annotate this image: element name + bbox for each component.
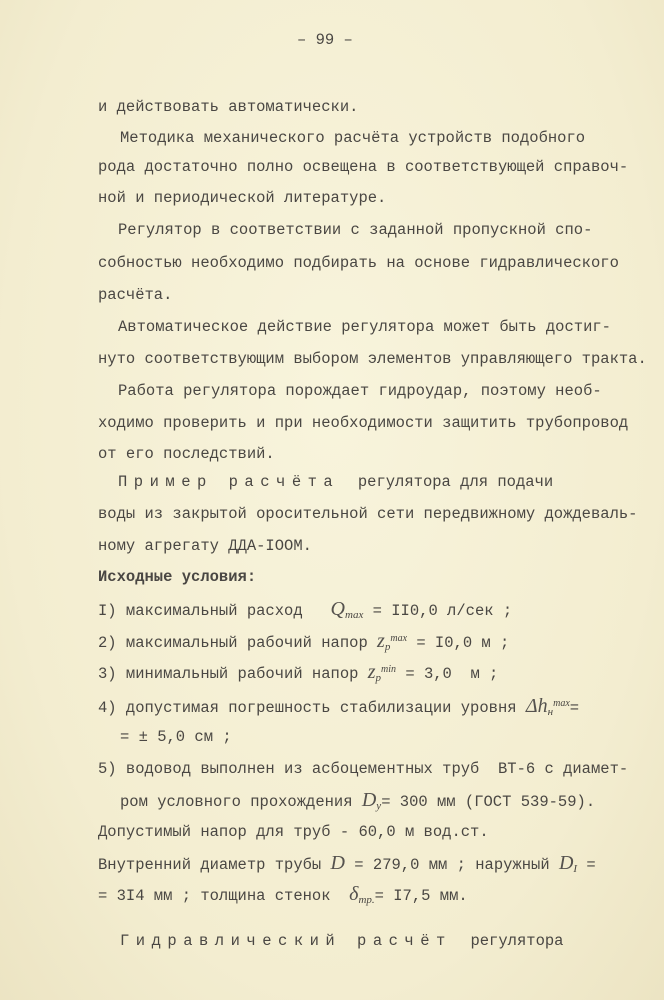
condition-label: 4) допустимая погрешность стабилизации уровня — [98, 699, 526, 717]
condition-label: I) максимальный расход — [98, 602, 331, 620]
formula-subscript: max — [345, 609, 364, 621]
condition-2 — [98, 631, 509, 651]
formula-subscript: I — [573, 863, 578, 875]
condition-value: = II0,0 л/сек ; — [363, 602, 513, 620]
condition-5: 5) водовод выполнен из асбоцементных труб ВТ-6 с диамет- — [98, 760, 629, 778]
condition-1 — [98, 599, 512, 619]
paragraph-line: расчёта. — [98, 286, 173, 304]
thickness-label: = 3I4 мм ; толщина стенок — [98, 887, 350, 905]
outer-value: = — [577, 856, 596, 874]
condition-value: = 300 мм (ГОСТ 539-59). — [381, 793, 596, 811]
formula-superscript: min — [381, 664, 397, 675]
condition-4 — [98, 696, 579, 716]
condition-label: 2) максимальный рабочий напор — [98, 634, 378, 652]
formula-symbol: z — [377, 630, 385, 652]
condition-4-continuation: = ± 5,0 см ; — [120, 728, 232, 746]
section-heading — [120, 931, 563, 951]
paragraph-line: рода достаточно полно освещена в соответствующей справоч- — [98, 158, 629, 176]
formula-symbol: δ — [349, 883, 359, 905]
paragraph-line: Автоматическое действие регулятора может быть достиг- — [118, 318, 611, 336]
formula-symbol: D — [361, 789, 377, 811]
paragraph-line: от его последствий. — [98, 445, 275, 463]
example-title-rest: регулятора для подачи — [357, 473, 554, 491]
paragraph-line: собностью необходимо подбирать на основе гидравлического — [98, 254, 619, 272]
formula-subscript: р — [375, 672, 382, 684]
thickness-line — [98, 884, 468, 904]
example-spaced-title: Пример расчёта — [118, 473, 340, 491]
paragraph-line: нуто соответствующим выбором элементов управляющего тракта. — [98, 350, 647, 368]
formula-subscript: н — [547, 706, 554, 718]
section-heading-spaced: Гидравлический расчёт — [120, 932, 452, 950]
allowed-head-line: Допустимый напор для труб - 60,0 м вод.ст. — [98, 823, 489, 841]
paragraph-line: воды из закрытой оросительной сети передвижному дождеваль- — [98, 505, 638, 523]
condition-value: = I0,0 м ; — [407, 634, 510, 652]
paragraph-line: Методика механического расчёта устройств подобного — [120, 129, 586, 147]
paragraph-line: и действовать автоматически. — [98, 98, 359, 116]
conditions-title: Исходные условия: — [98, 568, 257, 586]
formula-symbol: Δh — [525, 695, 548, 717]
paragraph-line: ному агрегату ДДА-IOOM. — [98, 537, 312, 555]
formula-subscript: р — [384, 641, 391, 653]
condition-value: = — [569, 699, 580, 717]
page-number: – 99 – — [297, 31, 353, 49]
inner-diameter-line — [98, 853, 596, 873]
example-heading-line — [118, 472, 553, 492]
inner-label: Внутренний диаметр трубы — [98, 856, 331, 874]
condition-value: = 3,0 м ; — [396, 665, 499, 683]
formula-subscript: у — [376, 800, 382, 812]
section-heading-rest: регулятора — [470, 932, 564, 950]
formula-symbol: D — [330, 852, 345, 874]
condition-label: ром условного прохождения — [120, 793, 362, 811]
paragraph-line: Работа регулятора порождает гидроудар, поэтому необ- — [118, 382, 602, 400]
formula-symbol: D — [558, 852, 574, 874]
paragraph-line: ной и периодической литературе. — [98, 189, 387, 207]
inner-value: = 279,0 мм ; наружный — [345, 856, 559, 874]
formula-subscript: тр. — [358, 894, 375, 906]
formula-symbol: z — [367, 661, 376, 683]
formula-superscript: max — [390, 633, 408, 644]
condition-3 — [98, 662, 498, 682]
formula-superscript: max — [553, 698, 570, 709]
thickness-value: = I7,5 мм. — [374, 887, 468, 905]
paragraph-line: ходимо проверить и при необходимости защитить трубопровод — [98, 414, 629, 432]
condition-label: 3) минимальный рабочий напор — [98, 665, 368, 683]
formula-symbol: Q — [330, 598, 345, 620]
condition-5-continuation — [120, 790, 595, 810]
paragraph-line: Регулятор в соответствии с заданной пропускной спо- — [118, 221, 593, 239]
